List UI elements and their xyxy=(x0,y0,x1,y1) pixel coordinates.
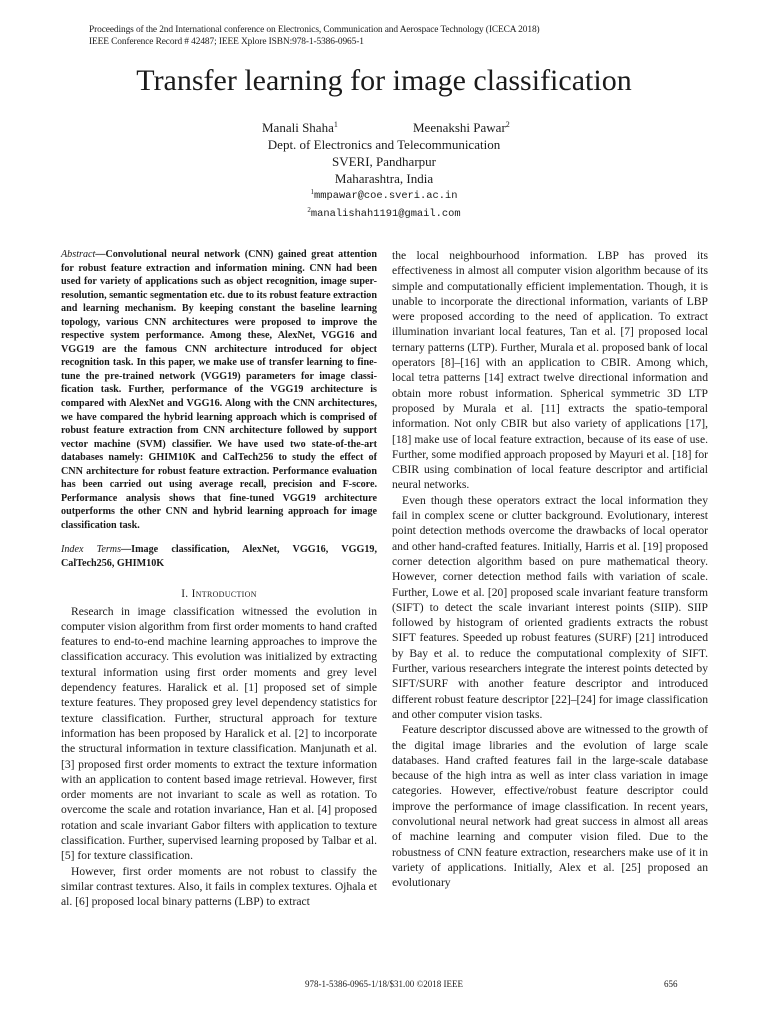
intro-paragraph-3: Even though these operators extract the local information they fail in complex scene or clutter background. Evolutionary, interest point detection methods overcome the drawbacks of local operator and other hand-crafted features. Initially, Harris et al. [19] proposed corner detection algorithm based on pure mathematical theory. However, corner detection method fails with variation of scale. Further, Lowe et al. [20] proposed scale invariant feature transform (SIFT) to detect the scale invariant interest points (SIIP). SIIP followed by histogram of oriented gradients extracts the robust SIFT features. Speeded up robust features (SURF) [21] introduced by Bay et al. to reduce the computational complexity of SIFT. Further, various researchers integrate the interest points detected by SIFT/SURF with another feature descriptor and introduced different robust feature descriptor [22]–[24] for image classification and other computer vision tasks. xyxy=(392,493,708,721)
intro-paragraph-2: However, first order moments are not robust to classify the similar contrast textures. Also, it fails in complex textures. Ojhala et al. [6] proposed local binary patterns (LBP) to extract xyxy=(61,864,377,909)
section-heading-introduction: I. Introduction xyxy=(181,587,257,600)
affiliation-location: Maharashtra, India xyxy=(334,171,434,186)
index-terms-text: —Image classification, AlexNet, VGG16, VGG19, CalTech256, GHIM10K xyxy=(61,544,377,570)
email-1 xyxy=(0,187,768,205)
email-1-sup: 1 xyxy=(310,188,315,196)
author-2-name: Meenakshi Pawar xyxy=(413,120,506,135)
abstract-text: —Convolutional neural network (CNN) gained great attention for robust feature extraction and information mining. CNN had been used for variety of applications such as object recognition, image super-resolution, semantic segmentation etc. due to its robust feature extraction and learning mechanism. By keeping constant the baseline learning topology, various CNN architectures were proposed to improve the respective system performance. Among these, AlexNet, VGG16 and VGG19 are the famous CNN architecture introduced for object recognition task. In this paper, we make use of transfer learning to fine-tune the pre-trained network (VGG19) parameters for image classification task. Further, performance of the VGG19 architecture is compared with AlexNet and VGG16. Along with the CNN architectures, we have compared the hybrid learning approach which is comprised of robust feature extraction from CNN architecture followed by support vector machine (SVM) classifier. We have used two state-of-the-art databases namely: GHIM10K and CalTech256 to study the effect of CNN architecture for robust feature extraction. Performance evaluation has been carried out using average recall, precision and F-score. Performance analysis shows that fine-tuned VGG19 architecture outperforms the other CNN and hybrid learning approach for image classification task. xyxy=(61,249,377,531)
page-number: 656 xyxy=(664,979,678,989)
author-names xyxy=(0,119,768,136)
abstract-lead: Abstract xyxy=(61,249,96,260)
footer-copyright: 978-1-5386-0965-1/18/$31.00 ©2018 IEEE xyxy=(304,979,464,989)
header-line-2: IEEE Conference Record # 42487; IEEE Xplore ISBN:978-1-5386-0965-1 xyxy=(89,37,364,47)
intro-paragraph-1: Research in image classification witnessed the evolution in computer vision algorithm from first order moments to hand crafted features to end-to-end machine learning approaches to improve the classification accuracy. This evolution was initialized by extracting textural information using first order moments and grey level dependency features. Haralick et al. [1] proposed set of simple texture features. They proposed grey level dependency statistics for texture classification. Further, structural approach for texture information has been proposed by Haralick et al. [2] to incorporate the structural information in texture classification. Manjunath et al. [3] proposed first order moments to extract the texture information with an application to content based image retrieval. However, first order moments are not invariant to scale as well as rotation. To overcome the scale and rotation invariance, Han et al. [4] proposed rotation and scale invariant Gabor filters with application to texture classification. Further, supervised learning proposed by Talbar et al. [5] for texture classification. xyxy=(61,604,377,863)
author-1 xyxy=(262,119,338,136)
intro-paragraph-4: Feature descriptor discussed above are witnessed to the growth of the digital image libraries and the evolution of large scale databases. Hand crafted features fail in the large-scale database because of the high intra as well as inter class variation in image categories. However, effective/robust feature descriptor could improve the performance of image classification. In recent years, convolutional neural network had great success in almost all areas of machine learning and computer vision filed. Due to the robustness of CNN feature extraction, researchers make use of it in variety of applications. Initially, Alex et al. [25] proposed an evolutionary xyxy=(392,723,708,890)
paper-title: Transfer learning for image classification xyxy=(136,64,632,97)
abstract xyxy=(61,248,377,532)
email-2 xyxy=(0,205,768,223)
conference-header xyxy=(89,24,709,48)
author-block xyxy=(0,119,768,223)
author-1-sup: 1 xyxy=(333,120,338,129)
email-2-sup: 2 xyxy=(307,206,311,214)
author-2 xyxy=(413,119,510,136)
author-2-sup: 2 xyxy=(505,120,510,129)
affiliation-dept: Dept. of Electronics and Telecommunication xyxy=(267,137,501,152)
author-1-name: Manali Shaha xyxy=(262,120,334,135)
left-column xyxy=(61,248,377,910)
email-2-address: manalishah1191@gmail.com xyxy=(310,208,461,220)
affiliation-institute: SVERI, Pandharpur xyxy=(332,154,436,169)
index-terms-lead: Index Terms xyxy=(61,544,122,556)
header-line-1: Proceedings of the 2nd International conference on Electronics, Communication and Aerospace Technology (ICECA 2018) xyxy=(89,25,540,35)
intro-paragraph-2-cont: the local neighbourhood information. LBP has proved its effectiveness in almost all computer vision algorithm because of its simple and computationally efficient implementation. Though, it is unable to incorporate the directional information, variants of LBP were proposed according to the need of application. To extract illumination invariant local features, Tan et al. [7] proposed local ternary patterns (LTP). Further, Murala et al. proposed bank of local operators [8]–[16] with an application to CBIR. Among which, local tetra patterns [14] extract twelve directional information and obtain more robust information. Spherical symmetric 3D LTP proposed by Murala et al. [11] extracts the spatio-temporal information. Not only CBIR but also variety of applications [17], [18] make use of local feature extraction, because of its ease of use. Further, some modified approach proposed by Mayuri et al. [18] for CBIR using combination of local feature descriptor and artificial neural networks. xyxy=(392,249,708,492)
email-1-address: mmpawar@coe.sveri.ac.in xyxy=(314,190,458,202)
right-column xyxy=(392,248,708,890)
index-terms xyxy=(61,543,377,570)
